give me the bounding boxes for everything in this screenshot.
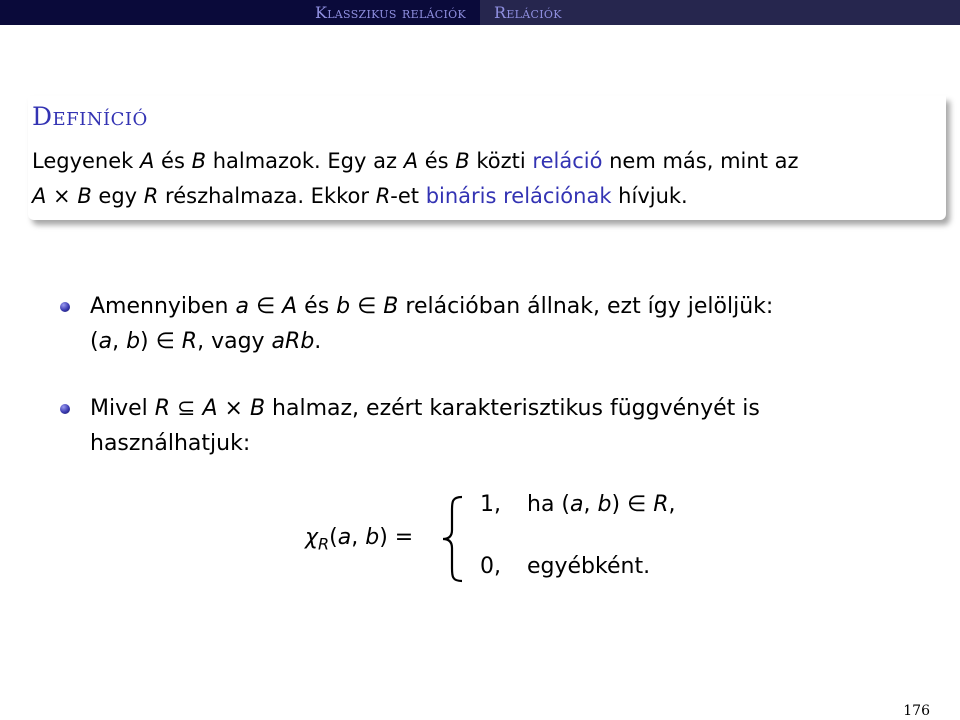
bullet-2-line-2: használhatjuk: [90, 431, 251, 456]
bullet-2-line-1: Mivel R ⊆ A × B halmaz, ezért karakterisztikus függvényét is [90, 396, 760, 421]
left-brace-icon [438, 494, 468, 584]
page-number: 176 [903, 703, 930, 719]
header-navigation [0, 0, 960, 25]
nav-section-title[interactable]: Klasszikus relációk [314, 3, 466, 22]
definition-line-2: A × B egy R részhalmaza. Ekkor R-et bináris relációnak hívjuk. [32, 184, 688, 208]
definition-line-1: Legyenek A és B halmazok. Egy az A és B közti reláció nem más, mint az [32, 149, 799, 173]
definition-title: Definíció [32, 102, 148, 131]
nav-subsection-title[interactable]: Relációk [494, 3, 562, 22]
formula-left-side: $\chi_R(a$, b) = [305, 525, 414, 554]
nav-section-left[interactable] [0, 0, 480, 25]
formula-case-2: 0, egyébként. [480, 554, 651, 579]
bullet-icon [60, 404, 70, 414]
bullet-1-line-1: Amennyiben a ∈ A és b ∈ B relációban állnak, ezt így jelöljük: [90, 294, 774, 319]
bullet-icon [60, 302, 70, 312]
bullet-1-line-2: (a, b) ∈ R, vagy aRb. [90, 329, 322, 354]
formula-case-1: 1, ha (a, b) ∈ R, [480, 492, 676, 517]
nav-subsection[interactable] [480, 0, 960, 25]
term-relation: reláció [532, 149, 603, 173]
term-binary-relation: bináris relációnak [425, 184, 612, 208]
